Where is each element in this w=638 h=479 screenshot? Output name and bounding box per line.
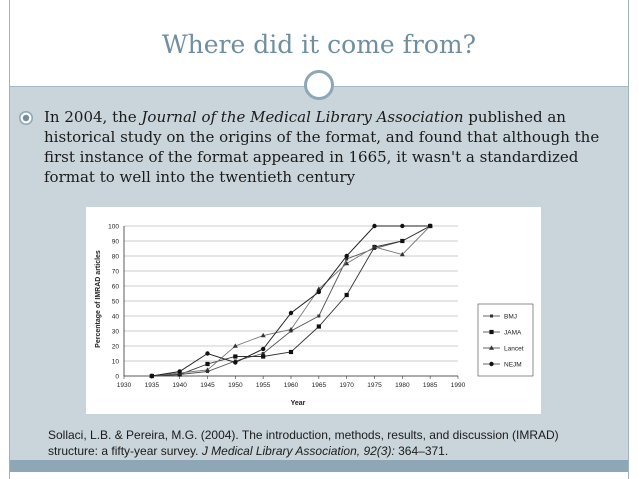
- chart-xlabel: Year: [290, 400, 306, 407]
- imrad-chart: [86, 207, 541, 414]
- x-tick-label: 1970: [339, 382, 354, 389]
- point-nejm: [205, 351, 209, 355]
- y-tick-label: 70: [111, 268, 119, 276]
- point-jama: [345, 293, 349, 297]
- y-tick-label: 30: [111, 328, 119, 336]
- point-jama: [317, 324, 321, 328]
- x-tick-label: 1945: [200, 382, 215, 389]
- point-nejm: [233, 360, 237, 364]
- point-nejm: [261, 347, 265, 351]
- x-tick-label: 1955: [255, 382, 271, 389]
- point-jama: [261, 354, 265, 358]
- bullet-paragraph: [44, 107, 604, 187]
- bullet-text-post: published an historical study on the origins of the format, and found that although the first instance of the format appeared in 1665, it wasn't a standardized format to well into the twentieth century: [44, 108, 600, 186]
- point-nejm: [428, 224, 432, 228]
- point-nejm: [400, 224, 404, 228]
- point-jama: [289, 350, 293, 354]
- chart-container: [86, 207, 541, 414]
- legend-label-bmj: BMJ: [504, 313, 517, 321]
- x-tick-label: 1975: [367, 382, 382, 389]
- chart-axes: [108, 224, 465, 390]
- y-tick-label: 10: [111, 358, 119, 366]
- point-nejm: [150, 374, 154, 378]
- legend-marker-jama: [489, 330, 493, 334]
- y-tick-label: 40: [111, 313, 119, 321]
- bottom-band: [10, 460, 628, 472]
- legend-label-nejm: NEJM: [504, 361, 522, 369]
- bullet-text-pre: In 2004, the: [44, 108, 142, 126]
- y-tick-label: 50: [111, 298, 119, 306]
- y-tick-label: 60: [111, 283, 119, 291]
- x-tick-label: 1985: [422, 382, 438, 389]
- legend-marker-nejm: [489, 362, 493, 366]
- caption-journal: J Medical Library Association, 92(3):: [201, 444, 395, 458]
- y-tick-label: 20: [111, 343, 119, 351]
- y-tick-label: 0: [115, 373, 119, 381]
- bullet-journal-name: Journal of the Medical Library Association: [141, 108, 464, 126]
- point-nejm: [317, 290, 321, 294]
- point-nejm: [177, 369, 181, 373]
- point-jama: [400, 239, 404, 243]
- point-jama: [205, 362, 209, 366]
- bullet-icon: [19, 111, 33, 125]
- legend-marker-bmj: [490, 315, 493, 318]
- point-jama: [233, 354, 237, 358]
- caption-pages: 364–371.: [394, 444, 449, 458]
- divider-circle-icon: [304, 70, 334, 100]
- x-tick-label: 1935: [144, 382, 160, 389]
- legend-label-lancet: Lancet: [504, 345, 524, 353]
- slide-title: Where did it come from?: [161, 30, 477, 59]
- x-tick-label: 1965: [311, 382, 327, 389]
- x-tick-label: 1990: [450, 382, 466, 389]
- caption-authors: Sollaci, L.B. & Pereira, M.G. (2004). The introduction, methods, results, and discussion (IMRAD) structure: a fifty-year survey.: [48, 428, 559, 458]
- y-tick-label: 90: [111, 238, 119, 246]
- x-tick-label: 1930: [116, 382, 132, 389]
- point-bmj: [317, 315, 320, 318]
- x-tick-label: 1980: [395, 382, 410, 389]
- x-tick-label: 1960: [283, 382, 299, 389]
- y-tick-label: 100: [108, 223, 119, 231]
- point-nejm: [344, 254, 348, 258]
- point-nejm: [289, 311, 293, 315]
- citation-caption: [48, 427, 608, 459]
- legend-label-jama: JAMA: [504, 329, 522, 337]
- x-tick-label: 1940: [172, 382, 187, 389]
- chart-legend: [478, 304, 533, 376]
- chart-ylabel: Percentage of IMRAD articles: [95, 250, 102, 348]
- y-tick-label: 80: [111, 253, 119, 261]
- right-rule: [628, 0, 629, 479]
- x-tick-label: 1950: [228, 382, 243, 389]
- point-nejm: [372, 224, 376, 228]
